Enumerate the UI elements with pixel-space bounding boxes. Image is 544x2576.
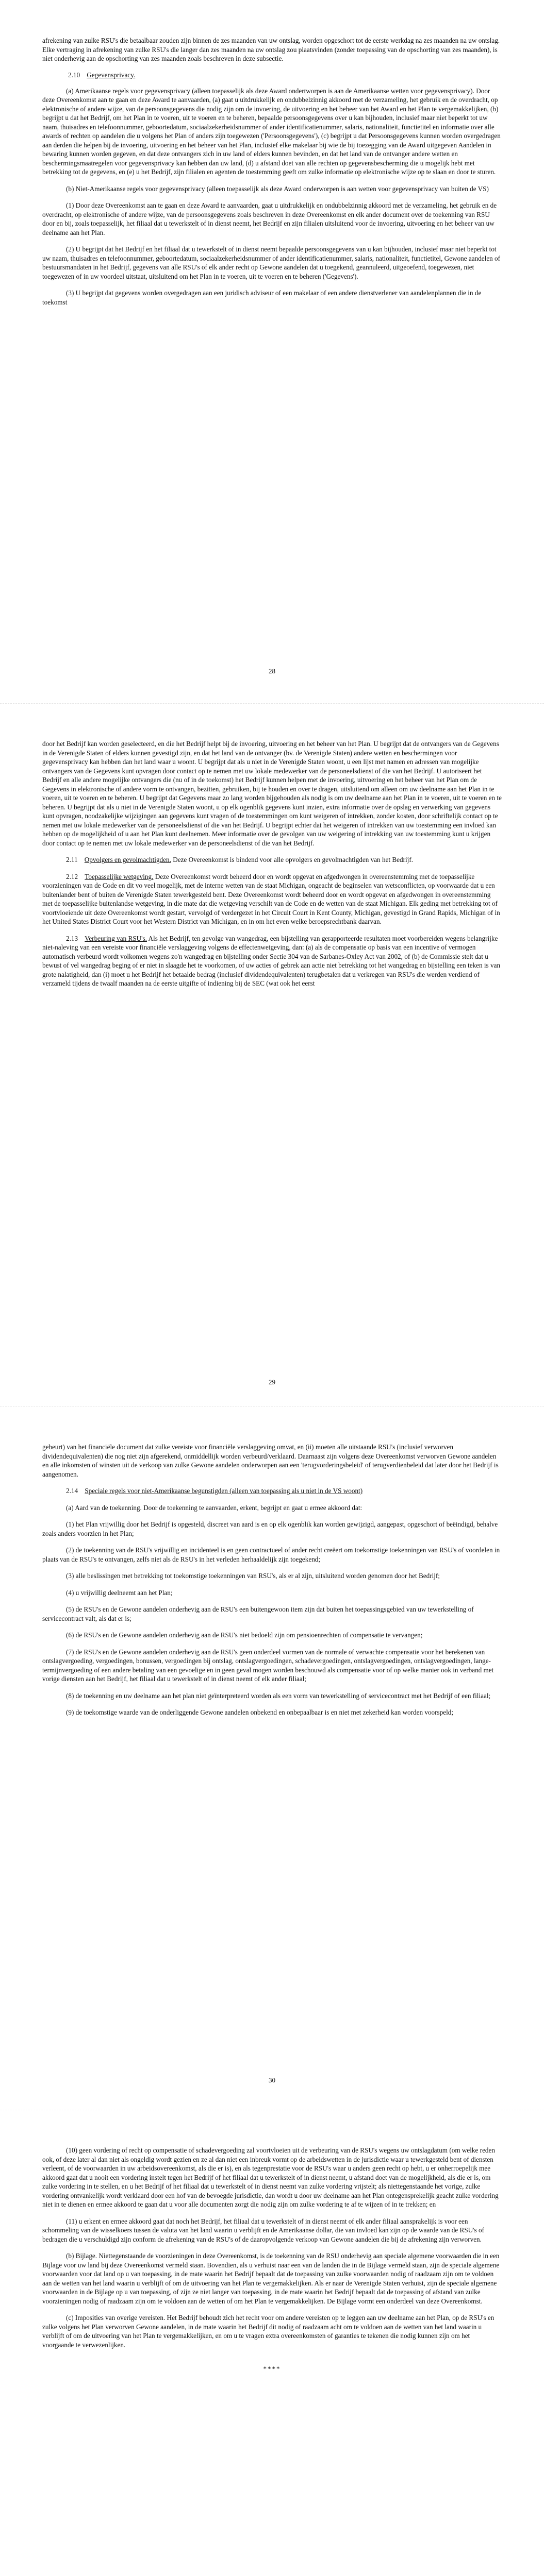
section-paragraph — [42, 934, 502, 988]
paragraph: gebeurt) van het financiële document dat zulke vereiste voor financiële verslaggeving omvat, en (ii) moeten alle uitstaande RSU's (inclusief verworven dividendequivalenten) die nog niet zijn afgerekend, onmiddellijk worden verbeurd/verklaard. Daarnaast zijn volgens deze Overeenkomst verworven Gewone aandelen en alle inkomsten of winsten uit de verkoop van zulke Gewone aandelen onderworpen aan een 'terugvorderingsbeleid' of terugverdienbeleid dat later door het Bedrijf is aangenomen. — [42, 1443, 499, 1478]
section-heading — [68, 71, 502, 79]
section-number: 2.14 — [66, 1487, 78, 1495]
list-item: (6) de RSU's en de Gewone aandelen onderhevig aan de RSU's niet bedoeld zijn om pensioenrechten of compensatie te vervangen; — [66, 1631, 423, 1639]
paragraph: (3) U begrijpt dat gegevens worden overgedragen aan een juridisch adviseur of een makelaar of een andere dienstverlener van aandelenplannen die in de toekomst — [42, 289, 482, 306]
paragraph: (c) Imposities van overige vereisten. Het Bedrijf behoudt zich het recht voor om andere vereisten op te leggen aan uw deelname aan het Plan, op de RSU's en zulke volgens het Plan verworven Gewone aandelen, in de mate waarin het Bedrijf dit nodig of raadzaam acht om te voldoen aan de wetten van het land waarin u verblijft of om de uitvoering van het Plan te vergemakkelijken, en om u te vragen extra overeenkomsten of garanties te tekenen die nodig kunnen zijn om het voorgaande te verwezenlijken. — [42, 2314, 494, 2349]
list-item: (11) u erkent en ermee akkoord gaat dat noch het Bedrijf, het filiaal dat u tewerkstelt of in dienst neemt of elk ander filiaal aansprakelijk is voor een schommeling van de wisselkoers tussen de valuta van het land waarin u verblijft en de Amerikaanse dollar, die van invloed kan zijn op de waarde van de RSU's of bedragen die u verschuldigd zijn conform de afrekening van de RSU's of de daaropvolgende verkoop van Gewone aandelen die bij de afrekening zijn verworven. — [42, 2217, 484, 2243]
end-of-section-mark: **** — [263, 2365, 281, 2372]
paragraph: door het Bedrijf kan worden geselecteerd, en die het Bedrijf helpt bij de invoering, uitvoering en het beheer van het Plan. U begrijpt dat de ontvangers van de Gegevens in de Verenigde Staten of elders kunnen gevestigd zijn, en dat het land van de ontvanger (bv. de Verenigde Staten) andere wetten en beschermingen voor gegevensprivacy kan hebben dan het land waar u woont. U begrijpt dat als u niet in de Verenigde Staten woont, u een lijst met namen en adressen van mogelijke ontvangers van de Gegevens kunt opvragen door contact op te nemen met uw lokale medewerker van de personeelsdienst of die van het Bedrijf. U autoriseert het Bedrijf en alle andere mogelijke ontvangers die (nu of in de toekomst) het Bedrijf kunnen helpen met de invoering, uitvoering en het beheer van het Plan om de Gegevens in elektronische of andere vorm te ontvangen, bezitten, gebruiken, bij te houden en over te dragen, uitsluitend om alleen om uw deelname aan het Plan in te voeren, uit te voeren en te beheren. U begrijpt dat Gegevens maar zo lang worden bijgehouden als nodig is om uw deelname aan het Plan in te voeren, uit te voeren en te beheren. U begrijpt dat als u niet in de Verenigde Staten woont, u op elk ogenblik gegevens kunt inzien, extra informatie over de opslag en verwerking van gegevens kunt opvragen, noodzakelijke wijzigingen aan gegevens kunt vragen of de toestemmingen om kunt weigeren of intrekken, zonder kosten, door schriftelijk contact op te nemen met uw lokale medewerker van de personeelsdienst of die van het Bedrijf. U begrijpt echter dat het weigeren of intrekken van uw toestemming een invloed kan hebben op de mogelijkheid of u aan het Plan kunt deelnemen. Meer informatie over de gevolgen van uw weigering of intrekking van uw toestemming kunt u krijgen door contact op te nemen met uw lokale medewerker van de personeelsdienst of die van het Bedrijf. — [42, 740, 502, 847]
section-title: Toepasselijke wetgeving. — [85, 872, 154, 880]
section-title: Verbeuring van RSU's. — [85, 934, 147, 942]
page-number: 30 — [269, 2076, 275, 2084]
list-item: (1) het Plan vrijwillig door het Bedrijf is opgesteld, discreet van aard is en op elk ogenblik kan worden gewijzigd, aangepast, opgeschort of beëindigd, behalve zoals anders voorzien in het Plan; — [42, 1520, 498, 1537]
page-content — [42, 36, 502, 314]
paragraph: (1) Door deze Overeenkomst aan te gaan en deze Award te aanvaarden, gaat u uitdrukkelijk en ondubbelzinnig akkoord met de verzameling, het gebruik en de overdracht, op elektronische of andere wijze, van de persoonsgegevens zoals beschreven in deze Overeenkomst en elk ander document over de toekenning van RSU door en bij, zoals toepasselijk, het filiaal dat u tewerkstelt of in dienst neemt, het Bedrijf en zijn filialen uitsluitend voor de invoering, uitvoering en het beheer van uw deelname aan het Plan. — [42, 201, 497, 236]
section-text: Deze Overeenkomst is bindend voor alle opvolgers en gevolmachtigden van het Bedrijf. — [171, 856, 414, 863]
paragraph: (a) Amerikaanse regels voor gegevensprivacy (alleen toepasselijk als deze Award ondertworpen is aan de Amerikaanse wetten voor gegevensprivacy). Door deze Overeenkomst aan te gaan en deze Award te aanvaarden, (a) gaat u uitdrukkelijk en ondubbelzinnig akkoord met de verzameling, het gebruik en de overdracht, op elektronische of andere wijze, van de persoonsgegevens die nodig zijn om de invoering, de uitvoering en het beheer van het Award en het Plan te vergemakkelijken, (b) begrijpt u dat het Bedrijf, om het Plan in te voeren, uit te voeren en te beheren, bepaalde persoonsgegevens over u kan bijhouden, inclusief maar niet beperkt tot uw naam, thuisadres en telefoonnummer, geboortedatum, sociaalzekerheidsnummer of ander identificatienummer, salaris, nationaliteit, functietitel en informatie over alle awards of rechten op aandelen die u volgens het Plan of anders zijn toegewezen ('Persoonsgegevens'), (c) begrijpt u dat Persoonsgegevens kunnen worden overgedragen aan derden die helpen bij de invoering, uitvoering en het beheer van het Plan, inclusief elke makelaar bij wie de bij toezegging van de Award uitgegeven Aandelen in bewaring kunnen worden gegeven, en dat deze ontvangers zich in uw land of elders kunnen bevinden, en dat het land van de ontvanger andere wetten en beschermingsmaatregelen voor gegevensprivacy kan hebben dan uw land, (d) u afstand doet van alle rechten op gegevensbescherming die u mogelijk hebt met betrekking tot de gegevens, en (e) u het Bedrijf, zijn filialen en agenten de toestemming geeft om zulke informatie op elektronische wijze op te slaan en door te sturen. — [42, 87, 501, 176]
list-item: (9) de toekomstige waarde van de onderliggende Gewone aandelen onbekend en onbepaalbaar is en niet met zekerheid kan worden voorspeld; — [66, 1708, 454, 1716]
page-content — [42, 1443, 502, 1725]
page-30 — [0, 1406, 544, 2110]
page-divider — [0, 703, 544, 704]
page-31 — [0, 2110, 544, 2576]
list-item: (4) u vrijwillig deelneemt aan het Plan; — [66, 1588, 173, 1597]
list-item: (5) de RSU's en de Gewone aandelen onderhevig aan de RSU's een buitengewoon item zijn dat buiten het toepassingsgebied van uw tewerkstelling of servicecontract valt, als dat er is; — [42, 1605, 474, 1622]
list-item: (8) de toekenning en uw deelname aan het plan niet geïnterpreteerd worden als een vorm van tewerkstelling of servicecontract met het Bedrijf of een filiaal; — [66, 1691, 491, 1700]
page-content — [42, 739, 502, 996]
paragraph: afrekening van zulke RSU's die betaalbaar zouden zijn binnen de zes maanden van uw ontslag, worden opgeschort tot de eerste werkdag na zes maanden na uw ontslag. Elke vertraging in afrekening van zulke RSU's die langer dan zes maanden na uw ontslag zou plaatsvinden (zonder toepassing van de opschorting van zes maanden), is niet onderhevig aan de opschorting van zes maanden zoals beschreven in deze subsectie. — [42, 37, 500, 62]
section-heading — [42, 1486, 502, 1496]
list-item: (2) de toekenning van de RSU's vrijwillig en incidenteel is en geen contractueel of ander recht creëert om toekomstige toekenningen van RSU's of voordelen in plaats van de RSU's te ontvangen, zelfs niet als de RSU's in het verleden herhaaldelijk zijn toegekend; — [42, 1546, 500, 1563]
section-paragraph — [42, 855, 502, 865]
paragraph: (b) Bijlage. Niettegenstaande de voorzieningen in deze Overeenkomst, is de toekenning van de RSU onderhevig aan speciale algemene voorwaarden die in een Bijlage voor uw land bij deze Overeenkomst vermeld staan. Bovendien, als u verhuist naar een van de landen die in de Bijlage vermeld staan, zijn de speciale algemene voorwaarden voor dat land op u van toepassing, in de mate waarin het Bedrijf bepaalt dat de toepassing van zulke voorwaarden nodig of raadzaam zijn om te voldoen aan de wetten van het land waarin u verblijft of om de uitvoering van het Plan te vergemakkelijken. Als er naar de Verenigde Staten verhuist, zijn de speciale algemene voorwaarden in de Bijlage op u van toepassing, of zijn ze niet langer van toepassing, in de mate waarin het Bedrijf bepaalt dat de toepassing of afstand van zulke voorzieningen nodig of raadzaam zijn om te voldoen aan de wetten of om het Plan te vergemakkelijken. De Bijlage vormt een onderdeel van deze Overeenkomst. — [42, 2252, 500, 2305]
section-number: 2.10 — [68, 71, 80, 79]
section-paragraph — [42, 872, 502, 926]
list-item: (7) de RSU's en de Gewone aandelen onderhevig aan de RSU's geen onderdeel vormen van de normale of verwachte compensatie voor het berekenen van ontslagvergoeding, vergoedingen, bonussen, vergoedingen bij ontslag, ontslagvergoedingen, schadevergoedingen, ontslagvergoedingen, ontslagvergoedingen, lange-termijnvergoeding of een andere betaling van een gevoelige en in geen geval mogen worden beschouwd als compensatie voor of op welke manier ook in verband met vorige diensten aan het Bedrijf, het filiaal dat u tewerkstelt of in dienst neemt of elk ander filiaal; — [42, 1648, 494, 1683]
page-number: 28 — [269, 667, 275, 675]
page-29 — [0, 703, 544, 1406]
list-item: (10) geen vordering of recht op compensatie of schadevergoeding zal voortvloeien uit de verbeuring van de RSU's wegens uw ontslagdatum (om welke reden ook, of deze later al dan niet als ongeldig wordt gezien en ze al dan niet een inbreuk vormt op de arbeidswetten in de jurisdictie waar u tewerkgesteld bent of diensten verleent, of de voorwaarden in uw arbeidsovereenkomst, als die er is), en als tegenprestatie voor de RSU's waar u anders geen recht op hebt, u er onherroepelijk mee akkoord gaat dat u nooit een vordering instelt tegen het Bedrijf of het filiaal dat u tewerkstelt of in dienst neemt, u afstand doet van de mogelijkheid, als die er is, om zulke vordering in te stellen, en u het Bedrijf of het filiaal dat u tewerkstelt of in dienst neemt van zulke vordering vrijstelt; als niettegenstaande het vorige, zulke vordering ontvankelijk wordt verklaard door een hof van de bevoegde jurisdictie, dan wordt u door uw deelname aan het Plan ontegensprekelijk geacht zulke vordering niet in te dienen en ermee akkoord te gaan dat u voor alle documenten zorgt die nodig zijn om zulke vordering te af te wijzen of in te trekken; en — [42, 2146, 499, 2208]
page-28 — [0, 0, 544, 703]
section-number: 2.13 — [66, 934, 78, 942]
page-number: 29 — [269, 1378, 275, 1386]
paragraph: (2) U begrijpt dat het Bedrijf en het filiaal dat u tewerkstelt of in dienst neemt bepaalde persoonsgegevens van u kan bijhouden, inclusief maar niet beperkt tot uw naam, thuisadres en telefoonnummer, geboortedatum, sociaalzekerheidsnummer of ander identificatienummer, salaris, nationaliteit, functietitel, Gewone aandelen of bestuursmandaten in het Bedrijf, gegevens van alle RSU's of elk ander recht op Gewone aandelen dat u toegekend, geannuleerd, uitgeoefend, toegewezen, niet toegewezen of in uw voordeel uitstaat, uitsluitend om het Plan in te voeren, uit te voeren en te beheren ('Gegevens'). — [42, 245, 501, 280]
section-number: 2.12 — [66, 872, 78, 880]
list-item: (3) alle beslissingen met betrekking tot toekomstige toekenningen van RSU's, als er al zijn, uitsluitend worden genomen door het Bedrijf; — [66, 1572, 440, 1580]
paragraph: (a) Aard van de toekenning. Door de toekenning te aanvaarden, erkent, begrijpt en gaat u ermee akkoord dat: — [66, 1503, 362, 1512]
section-text: Als het Bedrijf, ten gevolge van wangedrag, een bijstelling van gerapporteerde resultaten moet voorbereiden wegens belangrijke niet-naleving van een vereiste voor financiële verslaggeving volgens de effectenwetgeving, dan: (a) als de compensatie op basis van een incentive of vermogen automatisch verbeurd wordt volkomen wegens zo'n wangedrag en bijstelling onder Sectie 304 van de Sarbanes-Oxley Act van 2002, of (b) de Commissie stelt dat u bewust of vel wangedrag beging of er niet in slaagde het te voorkomen, of uw acties of gebrek aan actie niet betrekking tot het wangedrag en bijstelling een teken is van grote nalatigheid, dan (i) moet u het Bedrijf het betaalde bedrag (inclusief dividendequivalenten) terugbetalen dat u verkregen van RSU's die werden verdiend of verzameld tijdens de twaalf maanden na de eerste uitgifte of indiening bij de SEC (wat ook het eerst — [42, 934, 501, 987]
section-title: Opvolgers en gevolmachtigden. — [84, 856, 171, 863]
section-text: Deze Overeenkomst wordt beheerd door en wordt opgevat en afgedwongen in overeenstemming met de toepasselijke voorzieningen van de Code en dit vo veel mogelijk, met de interne wetten van de staat Michigan, ongeacht de beginselen van wetsconflicten, op voorwaarde dat u een buitenlander bent of buiten de Verenigde Staten tewerkgesteld bent. Deze Overeenkomst wordt beheerd door en wordt opgevat en afgedwongen in overeenstemming met de toepasselijke buitenlandse wetgeving, in die mate dat die wetgeving verschilt van de Code en de wetten van de staat Michigan. Elk geding met betrekking tot of voortvloeiende uit deze Overeenkomst wordt gestart, vervolgd of verdergezet in het Circuit Court in Kent County, Michigan, gevestigd in Grand Rapids, Michigan of in het United States District Court voor het Western District van Michigan, en in om het even welke beroepsrechtbank daarvan. — [42, 872, 500, 925]
section-number: 2.11 — [66, 856, 78, 863]
section-title: Speciale regels voor niet-Amerikaanse begunstigden (alleen van toepassing als u niet in de VS woont) — [85, 1487, 363, 1495]
page-content — [42, 2146, 502, 2373]
page-divider — [0, 1406, 544, 1407]
paragraph: (b) Niet-Amerikaanse regels voor gegevensprivacy (alleen toepasselijk als deze Award onderworpen is aan wetten voor gegevensprivacy van buiten de VS) — [66, 184, 489, 193]
section-title: Gegevensprivacy. — [87, 71, 136, 79]
